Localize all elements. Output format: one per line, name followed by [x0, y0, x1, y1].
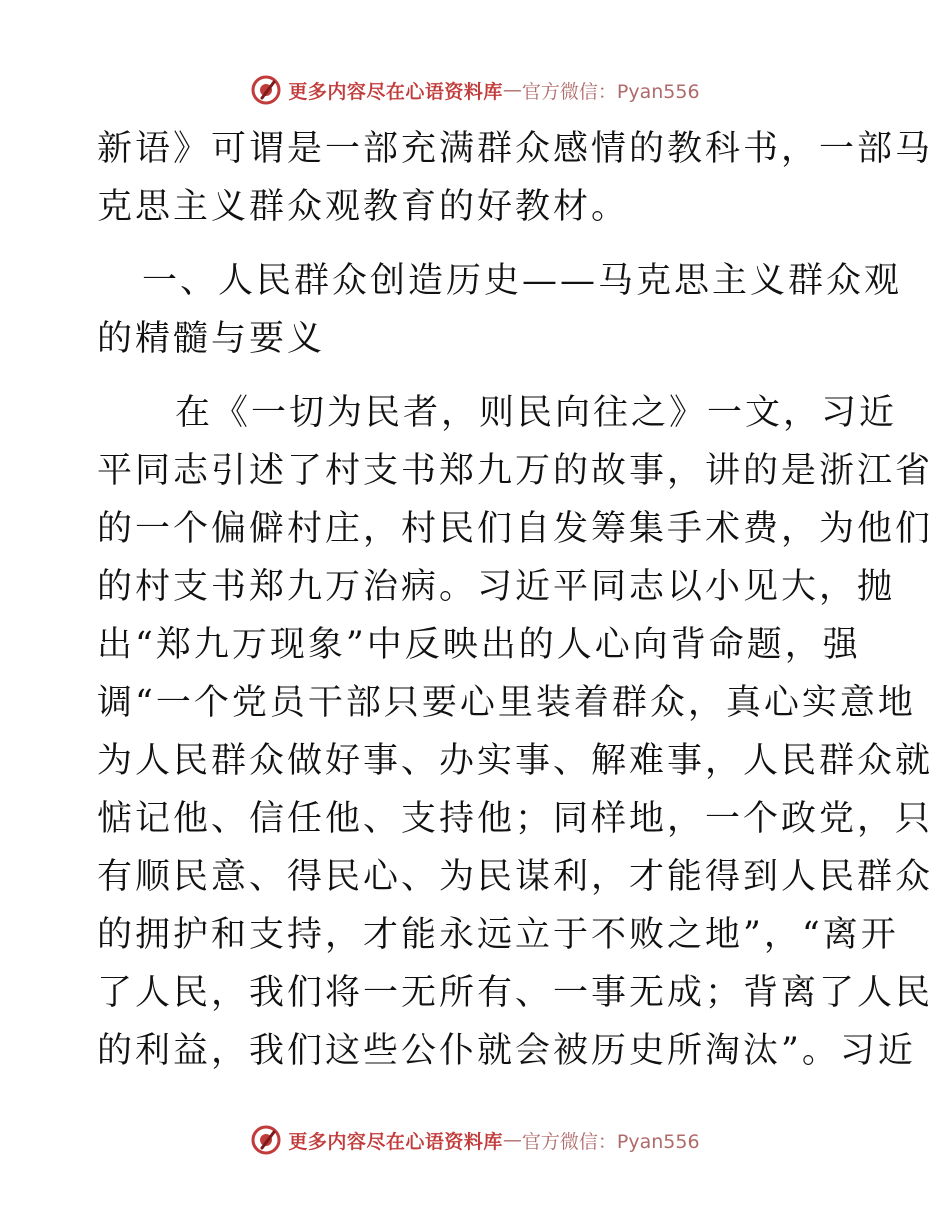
text-line: 平同志引述了村支书郑九万的故事，讲的是浙江省	[97, 451, 934, 491]
watermark-logo-icon	[250, 1124, 282, 1156]
text-line: 的拥护和支持，才能永远立于不败之地”，“离开	[97, 915, 899, 955]
text-line: 为人民群众做好事、办实事、解难事，人民群众就	[97, 741, 934, 781]
paragraph-intro-continued	[97, 120, 934, 236]
watermark-dash: —	[502, 79, 522, 101]
text-line: 出“郑九万现象”中反映出的人心向背命题，强	[97, 625, 861, 665]
text-line: 的一个偏僻村庄，村民们自发筹集手术费，为他们	[97, 509, 934, 549]
text-line: 了人民，我们将一无所有、一事无成；背离了人民	[97, 973, 934, 1013]
text-line: 调“一个党员干部只要心里装着群众，真心实意地	[97, 683, 916, 723]
text-line: 的精髓与要义	[97, 319, 326, 359]
text-line: 克思主义群众观教育的好教材。	[97, 187, 630, 227]
paragraph-body	[97, 384, 934, 1080]
text-line: 有顺民意、得民心、为民谋利，才能得到人民群众	[97, 857, 934, 897]
watermark-dash: —	[502, 1129, 522, 1151]
watermark-wechat: 官方微信：Pyan556	[521, 80, 700, 103]
text-line: 的利益，我们这些公仆就会被历史所淘汰”。习近	[97, 1031, 916, 1071]
watermark-text: 更多内容尽在心语资料库	[288, 1130, 503, 1153]
watermark-wechat: 官方微信：Pyan556	[521, 1130, 700, 1153]
document-body	[97, 120, 934, 1080]
section-heading	[97, 252, 903, 368]
watermark-logo-icon	[250, 74, 282, 106]
text-line: 新语》可谓是一部充满群众感情的教科书，一部马	[97, 129, 934, 169]
text-line: 的村支书郑九万治病。习近平同志以小见大，抛	[97, 567, 896, 607]
text-line: 惦记他、信任他、支持他；同样地，一个政党，只	[97, 799, 934, 839]
footer-watermark	[0, 1120, 950, 1160]
text-line: 在《一切为民者，则民向往之》一文，习近	[175, 393, 898, 433]
watermark-text: 更多内容尽在心语资料库	[288, 80, 503, 103]
header-watermark	[0, 70, 950, 110]
text-line: 一、人民群众创造历史——马克思主义群众观	[142, 261, 903, 301]
